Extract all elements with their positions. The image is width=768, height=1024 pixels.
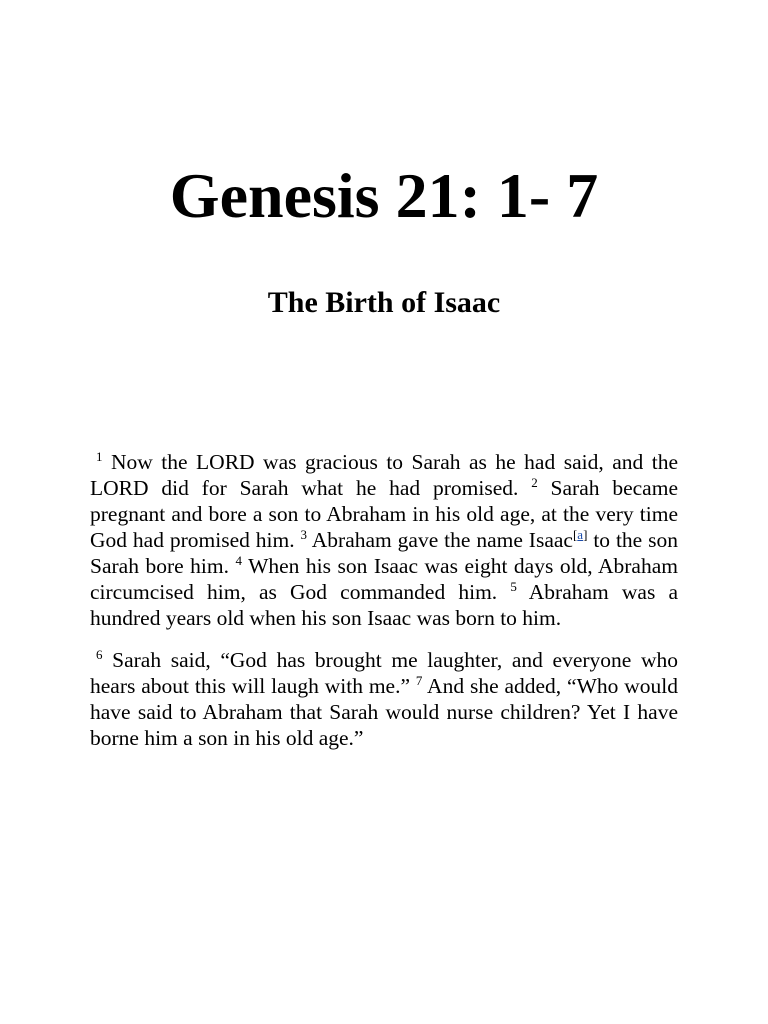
section-subtitle: The Birth of Isaac	[267, 286, 501, 319]
page-title: Genesis 21: 1- 7	[169, 160, 599, 231]
passage-body	[90, 449, 678, 751]
verse-text-3: Abraham gave the name Isaac	[307, 528, 573, 552]
verse-number-2: 2	[531, 475, 538, 490]
verse-number-4: 4	[235, 553, 242, 568]
verse-text-7: And she added, “Who would have said to Abraham that Sarah would nurse children? Yet I have borne him a son in his old age.”	[90, 674, 679, 750]
verse-text-6: Sarah said, “God has brought me laughter, and everyone who hears about this will laugh with me.”	[90, 648, 678, 698]
passage-paragraph-2	[90, 647, 678, 751]
verse-text-2: Sarah became pregnant and bore a son to Abraham in his old age, at the very time God had promised him.	[90, 476, 678, 552]
verse-number-6: 6	[96, 647, 103, 662]
footnote-close-bracket: ]	[583, 527, 588, 542]
footnote-ref	[573, 527, 587, 542]
verse-text-5: Abraham was a hundred years old when his son Isaac was born to him.	[90, 580, 678, 630]
verse-text-4: When his son Isaac was eight days old, Abraham circumcised him, as God commanded him.	[90, 554, 678, 604]
passage-paragraph-1	[90, 449, 678, 631]
verse-number-7: 7	[415, 673, 423, 688]
verse-text-1: Now the LORD was gracious to Sarah as he had said, and the LORD did for Sarah what he had promised.	[90, 450, 678, 500]
footnote-open-bracket: [	[572, 527, 578, 542]
verse-number-1: 1	[96, 449, 103, 464]
verse-number-5: 5	[510, 579, 517, 594]
footnote-link-a[interactable]: a	[577, 527, 584, 542]
verse-text-3b: to the son Sarah bore him.	[90, 528, 678, 578]
verse-number-3: 3	[300, 527, 308, 542]
